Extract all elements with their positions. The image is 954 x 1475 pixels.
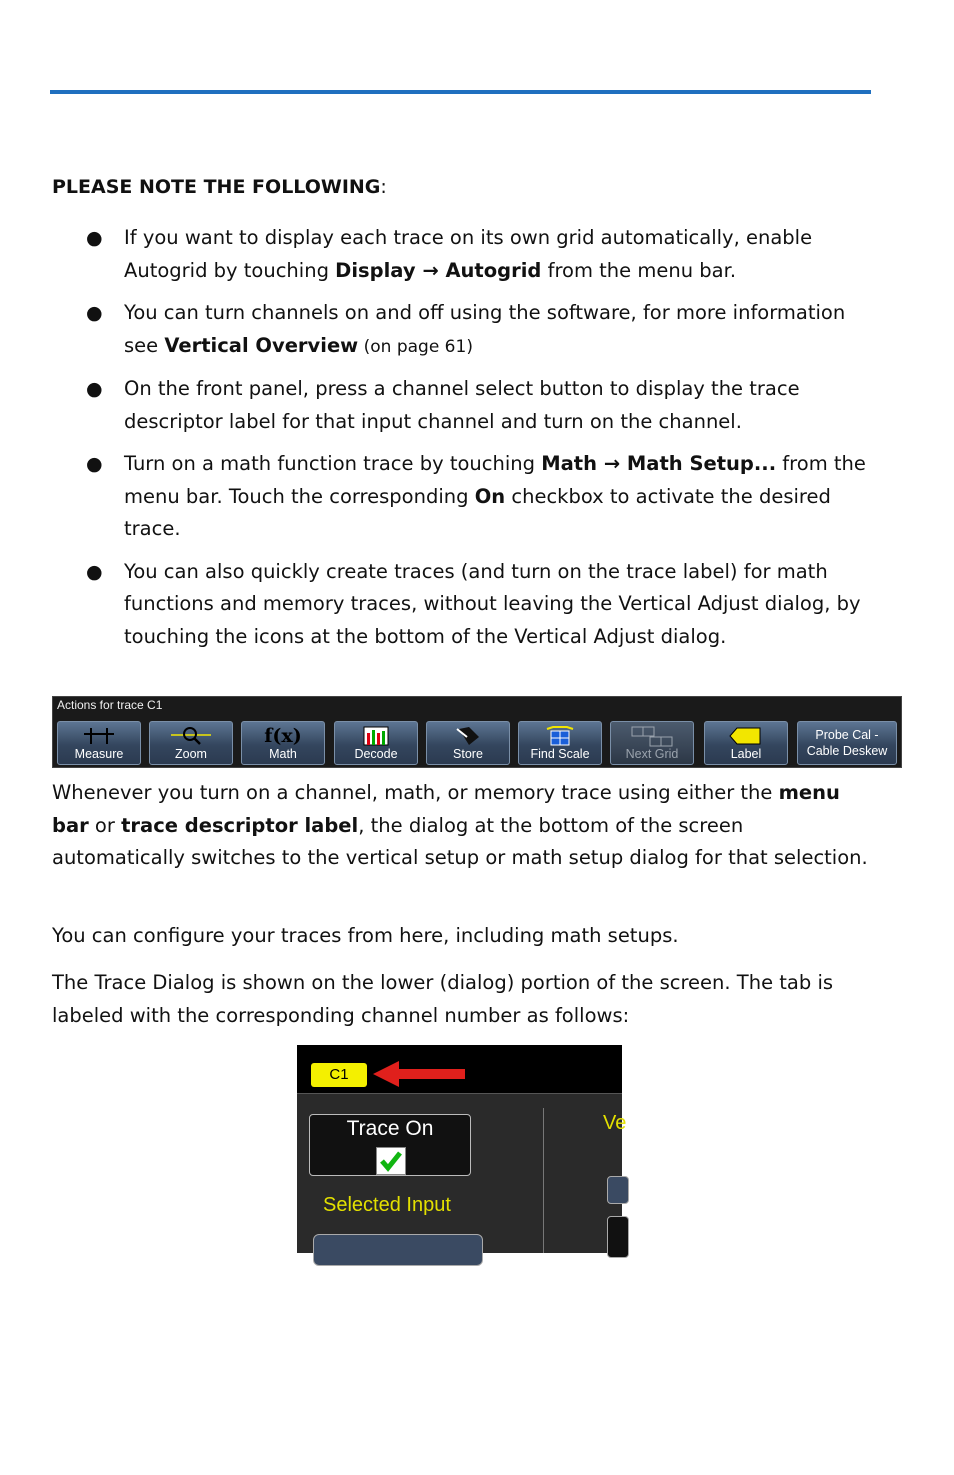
trace-actions-toolbar bbox=[52, 696, 902, 768]
list-item: ● You can also quickly create traces (and turn on the trace label) for math functions and memory traces, without leaving the Vertical Adjust dialog, by touching the icons at the bottom of the Vertical Adjust dialog. bbox=[52, 556, 882, 654]
toolbar-title: Actions for trace C1 bbox=[57, 698, 163, 712]
paragraph-menu-bar: Whenever you turn on a channel, math, or memory trace using either the menu bar or trace descriptor label, the dialog at the bottom of the screen automatically switches to the vertical setup or math setup dialog for that selection. bbox=[52, 781, 868, 869]
measure-button[interactable]: Measure bbox=[57, 721, 141, 765]
paragraph-configure: You can configure your traces from here, including math setups. bbox=[52, 924, 679, 947]
trace-dialog-screenshot bbox=[297, 1045, 627, 1252]
list-item: ● You can turn channels on and off using the software, for more information see Vertical Overview (on page 61) bbox=[52, 297, 882, 363]
bullet-icon: ● bbox=[86, 378, 103, 400]
red-arrow-icon bbox=[373, 1059, 469, 1089]
zoom-icon bbox=[150, 724, 232, 748]
label-button[interactable]: Label bbox=[704, 721, 788, 765]
vertical-control-button[interactable] bbox=[607, 1176, 629, 1204]
input-select-button[interactable] bbox=[313, 1234, 483, 1266]
bullet-icon: ● bbox=[86, 227, 103, 249]
bullet-icon: ● bbox=[86, 560, 103, 583]
top-rule bbox=[50, 90, 871, 94]
tab-c1[interactable]: C1 bbox=[311, 1063, 367, 1087]
vertical-value-field[interactable] bbox=[607, 1216, 629, 1258]
measure-icon bbox=[58, 724, 140, 748]
decode-icon bbox=[335, 724, 417, 748]
selected-input-label: Selected Input bbox=[323, 1194, 451, 1216]
zoom-button[interactable]: Zoom bbox=[149, 721, 233, 765]
note-heading: PLEASE NOTE THE FOLLOWING: bbox=[52, 176, 387, 198]
list-item: ● If you want to display each trace on its own grid automatically, enable Autogrid by touching Display → Autogrid from the menu bar. bbox=[52, 222, 882, 287]
math-button[interactable]: f(x) Math bbox=[241, 721, 325, 765]
list-item: ● Turn on a math function trace by touching Math → Math Setup... from the menu bar. Touch the corresponding On checkbox to activate the desired trace. bbox=[52, 448, 882, 546]
bullet-icon: ● bbox=[86, 453, 103, 475]
check-icon bbox=[376, 1147, 406, 1175]
vertical-overview-link[interactable]: Vertical Overview bbox=[164, 333, 359, 357]
notes-list bbox=[52, 222, 882, 663]
dialog-panel bbox=[297, 1093, 627, 1253]
panel-divider bbox=[543, 1108, 544, 1253]
label-tag-icon bbox=[705, 724, 787, 748]
bullet-icon: ● bbox=[86, 302, 103, 324]
next-grid-button[interactable]: Next Grid bbox=[610, 721, 694, 765]
next-grid-icon bbox=[611, 724, 693, 748]
paragraph-trace-dialog: The Trace Dialog is shown on the lower (dialog) portion of the screen. The tab is labeled with the corresponding channel number as follows: bbox=[52, 971, 834, 1027]
list-item: ● On the front panel, press a channel select button to display the trace descriptor label for that input channel and turn on the channel. bbox=[52, 373, 882, 438]
store-button[interactable]: Store bbox=[426, 721, 510, 765]
store-icon bbox=[427, 724, 509, 748]
probe-cal-cable-deskew-button[interactable]: Probe Cal - Cable Deskew bbox=[797, 721, 897, 765]
vertical-section-label: Ve bbox=[603, 1112, 627, 1134]
fx-icon: f(x) bbox=[264, 725, 302, 747]
dialog-tab-bar bbox=[297, 1045, 622, 1093]
trace-on-checkbox[interactable]: Trace On bbox=[309, 1114, 471, 1176]
decode-button[interactable]: Decode bbox=[334, 721, 418, 765]
find-scale-button[interactable]: Find Scale bbox=[518, 721, 602, 765]
find-scale-icon bbox=[519, 724, 601, 748]
